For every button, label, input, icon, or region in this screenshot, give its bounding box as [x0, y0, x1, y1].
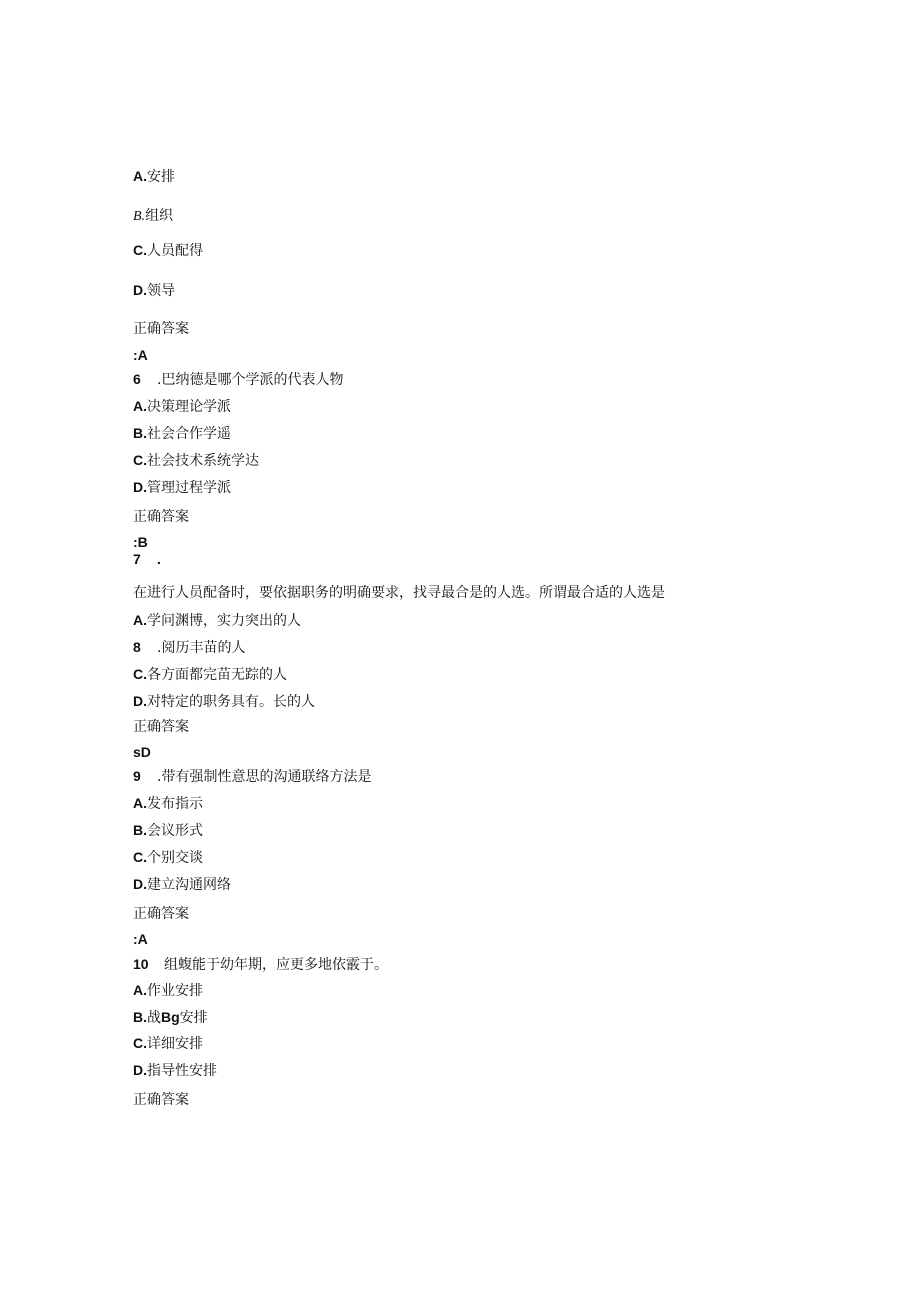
option-text: 详细安排: [147, 1036, 203, 1052]
option-label: A.: [133, 795, 147, 811]
q6-answer: :B: [133, 534, 148, 550]
q10-option-b: [133, 1008, 208, 1027]
option-text: .阅历丰苗的人: [157, 640, 246, 656]
option-text: 对特定的职务具有。长的人: [147, 694, 315, 710]
option-label: D.: [133, 479, 147, 495]
option-label: A.: [133, 168, 147, 184]
option-label: D.: [133, 282, 147, 298]
option-text: 发布指示: [147, 796, 203, 812]
option-label: A.: [133, 398, 147, 414]
option-text: 组织: [145, 208, 174, 224]
option-label: D.: [133, 876, 147, 892]
q5-option-b: [133, 207, 173, 226]
question-number: 9: [133, 768, 141, 784]
question-number: 10: [133, 956, 149, 972]
q5-answer-heading: 正确答案: [133, 321, 189, 337]
q6-option-a: [133, 397, 231, 416]
option-text: 个别交谈: [147, 850, 203, 866]
question-text: 组蝮能于幼年期，应更多地依霰于。: [164, 957, 388, 973]
option-label: D.: [133, 693, 147, 709]
q9-option-d: [133, 875, 231, 894]
q10-answer-heading: 正确答案: [133, 1092, 189, 1108]
option-text: 管理过程学派: [147, 480, 231, 496]
option-label: B.: [133, 209, 146, 224]
option-text-post: 安排: [179, 1010, 208, 1026]
q5-option-d: [133, 281, 175, 300]
option-text: 决策理论学派: [147, 399, 231, 415]
option-text: 作业安排: [147, 983, 203, 999]
option-label: C.: [133, 1035, 147, 1051]
q10-option-d: [133, 1061, 217, 1080]
question-text: .巴纳德是哪个学派的代表人物: [157, 372, 344, 388]
q6-question: [133, 370, 343, 389]
q5-option-c: [133, 241, 203, 260]
q9-option-a: [133, 794, 203, 813]
option-label: C.: [133, 452, 147, 468]
option-label: B.: [133, 1009, 147, 1025]
q5-answer: :A: [133, 347, 148, 363]
q10-option-a: [133, 981, 203, 1000]
q7-option-d: [133, 692, 315, 711]
q7-number-row: [133, 550, 161, 569]
q6-option-d: [133, 478, 231, 497]
q7-question: 在进行人员配备时，要依据职务的明确要求，找寻最合是的人选。所谓最合适的人选是: [133, 585, 665, 601]
q9-option-c: [133, 848, 203, 867]
question-number: 6: [133, 371, 141, 387]
option-label: B.: [133, 822, 147, 838]
q6-option-c: [133, 451, 259, 470]
option-text: 领导: [147, 283, 175, 299]
option-text: 会议形式: [147, 823, 203, 839]
q6-answer-heading: 正确答案: [133, 509, 189, 525]
question-text: .带有强制性意思的沟通联络方法是: [157, 769, 372, 785]
option-label: C.: [133, 242, 147, 258]
q7-option-a: [133, 611, 301, 630]
option-text: 社会合作学遥: [147, 426, 231, 442]
option-label: A.: [133, 612, 147, 628]
option-text-pre: 战: [147, 1010, 161, 1026]
q10-option-c: [133, 1034, 203, 1053]
q7-answer-heading: 正确答案: [133, 719, 189, 735]
q7-option-c: [133, 665, 287, 684]
question-dot: .: [157, 551, 161, 567]
q7-option-b: [133, 638, 245, 657]
question-number: 7: [133, 551, 141, 567]
q9-question: [133, 767, 371, 786]
option-text: 人员配得: [147, 243, 203, 259]
option-label: C.: [133, 849, 147, 865]
option-label: 8: [133, 639, 141, 655]
option-label: C.: [133, 666, 147, 682]
q10-question: [133, 955, 388, 974]
option-text: 学问渊博，实力突出的人: [147, 613, 301, 629]
option-label: D.: [133, 1062, 147, 1078]
option-text: 指导性安排: [147, 1063, 217, 1079]
q6-option-b: [133, 424, 231, 443]
q5-option-a: [133, 167, 175, 186]
q9-answer-heading: 正确答案: [133, 906, 189, 922]
option-text-bold: Bg: [161, 1009, 180, 1025]
q9-option-b: [133, 821, 203, 840]
option-text: 各方面都完苗无踪的人: [147, 667, 287, 683]
option-text: 安排: [147, 169, 175, 185]
option-text: 建立沟通网络: [147, 877, 231, 893]
option-text: 社会技术系统学达: [147, 453, 259, 469]
q7-answer: sD: [133, 744, 151, 760]
option-label: B.: [133, 425, 147, 441]
q9-answer: :A: [133, 931, 148, 947]
option-label: A.: [133, 982, 147, 998]
